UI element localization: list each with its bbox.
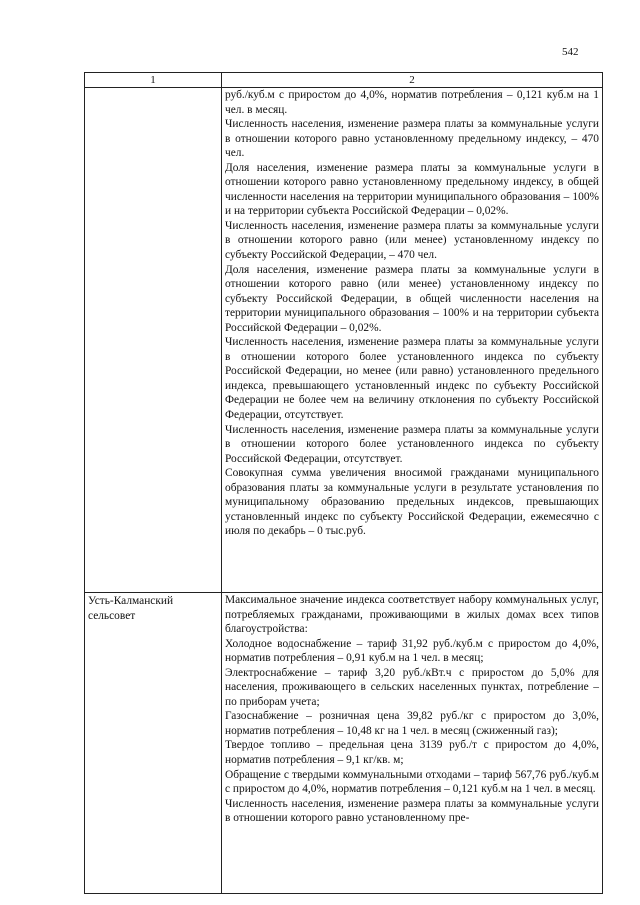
row-label-cell: [85, 88, 222, 593]
paragraph: Обращение с твердыми коммунальными отходами – тариф 567,76 руб./куб.м с приростом до 4,0%, норматив потребления – 0,121 куб.м на 1 чел. в месяц.: [225, 768, 599, 796]
paragraph: Численность населения, изменение размера платы за коммунальные услуги в отношении которого равно установленному предельному индексу, – 470 чел.: [225, 118, 599, 160]
paragraph: Доля населения, изменение размера платы за коммунальные услуги в отношении которого равно установленному предельному индексу, в общей численности населения на территории муниципального образования – 100% и на территории субъекта Российской Федерации – 0,02%.: [225, 161, 599, 218]
paragraph: Численность населения, изменение размера платы за коммунальные услуги в отношении которого более установленного индекса по субъекту Российской Федерации, отсутствует.: [225, 423, 599, 465]
paragraph: Электроснабжение – тариф 3,20 руб./кВт.ч с приростом до 5,0% для населения, проживающего в сельских населенных пунктах, потребление – по приборам учета;: [225, 666, 599, 708]
table-header-row: [85, 73, 603, 88]
page-number: 542: [562, 46, 579, 58]
row-label: [88, 88, 218, 89]
paragraph: Твердое топливо – предельная цена 3139 руб./т с приростом до 4,0%, норматив потребления – 9,1 кг/кв. м;: [225, 739, 599, 767]
paragraph: Численность населения, изменение размера платы за коммунальные услуги в отношении которого более установленного индекса по субъекту Российской Федерации, но менее (или равно) установленного предельного индекса, превышающего установленный индекс по субъекту Российской Федерации не более чем на величину отклонения по субъекту Российской Федерации, отсутствует.: [225, 336, 599, 422]
row-label-cell: [85, 593, 222, 894]
paragraph: Численность населения, изменение размера платы за коммунальные услуги в отношении которого равно установленному пре-: [225, 797, 599, 825]
column-header-2: 2: [222, 73, 603, 88]
paragraph: Численность населения, изменение размера платы за коммунальные услуги в отношении которого равно (или менее) установленному индексу по субъекту Российской Федерации, – 470 чел.: [225, 219, 599, 262]
table-row: [85, 593, 603, 894]
row-label: Усть-Калманский сельсовет: [88, 595, 174, 622]
column-header-1: 1: [85, 73, 222, 88]
paragraph: Совокупная сумма увеличения вносимой гражданами муниципального образования платы за коммунальные услуги в результате установления по муниципальному образованию предельных индексов, превышающих установленный индекс по субъекту Российской Федерации, ежемесячно с июля по декабрь – 0 тыс.руб.: [225, 467, 599, 538]
paragraph: Холодное водоснабжение – тариф 31,92 руб./куб.м с приростом до 4,0%, норматив потребления – 0,91 куб.м на 1 чел. в месяц;: [225, 637, 599, 665]
row-content-cell: [222, 593, 603, 894]
row-content-cell: [222, 88, 603, 593]
paragraph: руб./куб.м с приростом до 4,0%, норматив потребления – 0,121 куб.м на 1 чел. в месяц.: [225, 89, 599, 116]
paragraph: Максимальное значение индекса соответствует набору коммунальных услуг, потребляемых гражданами, проживающими в жилых домах всех типов благоустройства:: [225, 594, 599, 636]
data-table: [84, 72, 603, 894]
table-row: [85, 88, 603, 593]
paragraph: Газоснабжение – розничная цена 39,82 руб./кг с приростом до 3,0%, норматив потребления – 10,48 кг на 1 чел. в месяц (сжиженный газ);: [225, 710, 599, 737]
paragraph: Доля населения, изменение размера платы за коммунальные услуги в отношении которого равно (или менее) установленному индексу по субъекту Российской Федерации, в общей численности населения на территории муниципального образования – 100% и на территории субъекта Российской Федерации – 0,02%.: [225, 263, 599, 334]
